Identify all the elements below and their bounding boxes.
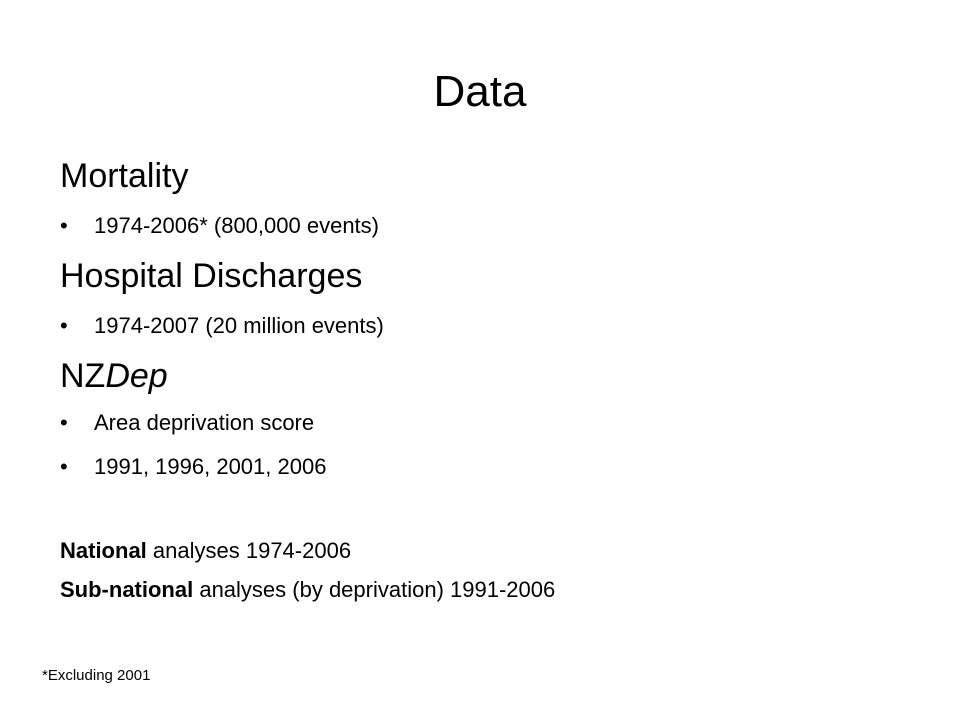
heading-nzdep-plain: NZ	[60, 357, 106, 395]
bullet-hospital-years	[60, 311, 384, 341]
heading-mortality: Mortality	[60, 157, 189, 195]
subnational-analyses-line	[60, 575, 555, 605]
bullet-census-years	[60, 452, 326, 482]
bullet-text: Area deprivation score	[94, 410, 315, 435]
bullet-glyph: •	[60, 410, 68, 435]
subnational-rest: analyses (by deprivation) 1991-2006	[193, 577, 556, 602]
national-bold: National	[60, 538, 147, 563]
heading-nzdep-italic: Dep	[105, 357, 168, 395]
bullet-text: 1974-2006* (800,000 events)	[94, 213, 379, 238]
slide-title: Data	[433, 67, 527, 116]
bullet-text: 1991, 1996, 2001, 2006	[94, 454, 327, 479]
heading-hospital-discharges: Hospital Discharges	[60, 257, 363, 295]
footnote: *Excluding 2001	[42, 667, 151, 684]
bullet-mortality-years	[60, 211, 379, 241]
subnational-bold: Sub-national	[60, 577, 194, 602]
national-rest: analyses 1974-2006	[146, 538, 352, 563]
bullet-text: 1974-2007 (20 million events)	[94, 313, 384, 338]
national-analyses-line	[60, 536, 351, 566]
bullet-glyph: •	[60, 213, 68, 238]
bullet-glyph: •	[60, 313, 68, 338]
bullet-area-deprivation	[60, 408, 314, 438]
bullet-glyph: •	[60, 454, 68, 479]
heading-nzdep	[60, 356, 168, 396]
